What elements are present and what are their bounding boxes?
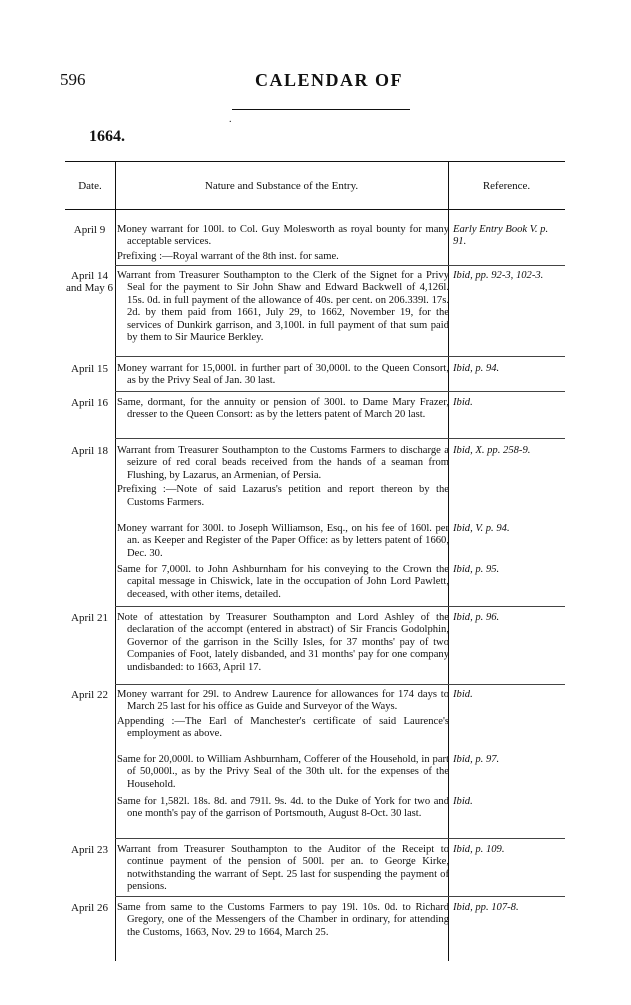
entry-date: April 22 [71,689,108,701]
entry-paragraph: Same from same to the Customs Farmers to pay 19l. 10s. 0d. to Richard Gregory, one of the Messengers of the Chamber in ordinary, for attending the Customs, 1663, Nov. 29 to 1664, March 25. [117,902,449,938]
column-divider [115,161,116,961]
entry-text [117,689,449,743]
entry-date: April 26 [71,902,108,914]
entry-date: April 21 [71,612,108,624]
entry-text [117,445,449,511]
column-header-entry: Nature and Substance of the Entry. [204,180,359,192]
entry-paragraph: Same for 1,582l. 18s. 8d. and 791l. 9s. 4d. to the Duke of York for two and one month's pay of the garrison of Portsmouth, August 8-Oct. 30 last. [117,796,449,820]
entry-paragraph: Same for 7,000l. to John Ashburnham for his conveying to the Crown the capital message in Chiswick, late in the occupation of John Lord Pawlett, deceased, with other items, detailed. [117,564,449,600]
entry-date: April 14 and May 6 [65,270,114,294]
entry-reference: Early Entry Book V. p. 91. [453,224,549,248]
entry-paragraph: Money warrant for 300l. to Joseph Williamson, Esq., on his fee of 160l. per an. as Keeper and Register of the Paper Office: as by letters patent of 1660, Dec. 30. [117,523,449,559]
entry-paragraph: Prefixing :—Royal warrant of the 8th inst. for same. [117,250,339,262]
row-divider [115,606,565,607]
entry-text [117,397,449,424]
entry-paragraph: Warrant from Treasurer Southampton to the Auditor of the Receipt to continue payment of the pension of 500l. per an. to George Kirke, notwithstanding the warrant of Sept. 25 last for suspending the payment of pensions. [117,844,449,893]
stray-dot: . [229,114,232,125]
entry-paragraph: Money warrant for 100l. to Col. Guy Molesworth as royal bounty for many acceptable services. [117,224,449,248]
entry-reference: Ibid. [453,796,473,807]
title-rule [232,109,410,110]
entry-reference: Ibid. [453,397,473,408]
entry-text [117,902,449,941]
entry-paragraph: Prefixing :—Note of said Lazarus's petition and report thereon by the Customs Farmers. [117,484,449,508]
column-header-date: Date. [78,180,102,192]
entry-text [117,844,449,896]
entry-text [117,523,449,562]
table-top-rule [65,161,565,162]
entry-reference: Ibid, p. 95. [453,564,500,575]
row-divider [115,356,565,357]
entry-reference: Ibid, p. 94. [453,363,500,374]
entry-paragraph: Warrant from Treasurer Southampton to the Customs Farmers to discharge a seizure of red coral beads received from the hands of a seaman from Flushing, by Lazarus, an Armenian, of Persia. [117,445,449,481]
entry-paragraph: Same for 20,000l. to William Ashburnham, Cofferer of the Household, in part of 50,000l., as by the Privy Seal of the 30th ult. for the expenses of the Household. [117,754,449,790]
row-divider [115,391,565,392]
entry-text [117,224,449,265]
entry-paragraph: Warrant from Treasurer Southampton to the Clerk of the Signet for a Privy Seal for the payment to Sir John Shaw and Edward Backwell of 4,126l. 15s. 0d. in full payment of the allowance of 40s. per cent. on 206.339l. 17s. 2d. by them paid from 1661, July 29, to 1662, November 19, for the services of Dunkirk garrison, and 3,100l. in full payment of that sum paid by them to Sir Maurice Berkley. [117,270,449,344]
entry-reference: Ibid. [453,689,473,700]
row-divider [115,265,565,266]
row-divider [115,684,565,685]
entry-text [117,796,449,823]
entry-date: April 18 [71,445,108,457]
entry-date: April 16 [71,397,108,409]
running-title: CALENDAR OF [255,70,404,90]
entry-paragraph: Appending :—The Earl of Manchester's certificate of said Laurence's employment as above. [117,715,449,740]
row-divider [115,838,565,839]
entry-text [117,754,449,793]
row-divider [115,438,565,439]
entry-reference: Ibid, pp. 92-3, 102-3. [453,270,544,281]
calendar-table [65,161,565,961]
entry-text [117,564,449,603]
entry-paragraph: Money warrant for 15,000l. in further part of 30,000l. to the Queen Consort, as by the Privy Seal of Jan. 30 last. [117,363,449,387]
entry-reference: Ibid, X. pp. 258-9. [453,445,531,456]
entry-reference: Ibid, p. 109. [453,844,505,855]
entry-date: April 23 [71,844,108,856]
entry-reference: Ibid, p. 97. [453,754,500,765]
entry-reference: Ibid, p. 96. [453,612,500,623]
column-header-reference: Reference. [482,180,531,192]
entry-paragraph: Money warrant for 29l. to Andrew Laurence for allowances for 174 days to March 25 last for his office as Guide and Surveyor of the Ways. [117,689,449,713]
entry-reference: Ibid, pp. 107-8. [453,902,519,913]
table-header-rule [65,209,565,210]
entry-text [117,612,449,676]
entry-paragraph: Note of attestation by Treasurer Southampton and Lord Ashley of the declaration of the accompt (entered in abstract) of Sir Francis Godolphin, Governor of the garrison in the Scilly Isles, for 37 months' pay of two Companies of Foot, lately disbanded, and 31 months' pay for one company undisbanded: to 1663, April 17. [117,612,449,673]
year-heading: 1664. [89,128,125,145]
entry-date: April 9 [73,224,106,236]
entry-text [117,270,449,346]
entry-date: April 15 [71,363,108,375]
page-number: 596 [60,70,86,89]
entry-reference: Ibid, V. p. 94. [453,523,510,534]
entry-paragraph: Same, dormant, for the annuity or pension of 300l. to Dame Mary Frazer, dresser to the Queen Consort: as by the letters patent of March 20 last. [117,397,449,421]
row-divider [115,896,565,897]
entry-text [117,363,449,390]
